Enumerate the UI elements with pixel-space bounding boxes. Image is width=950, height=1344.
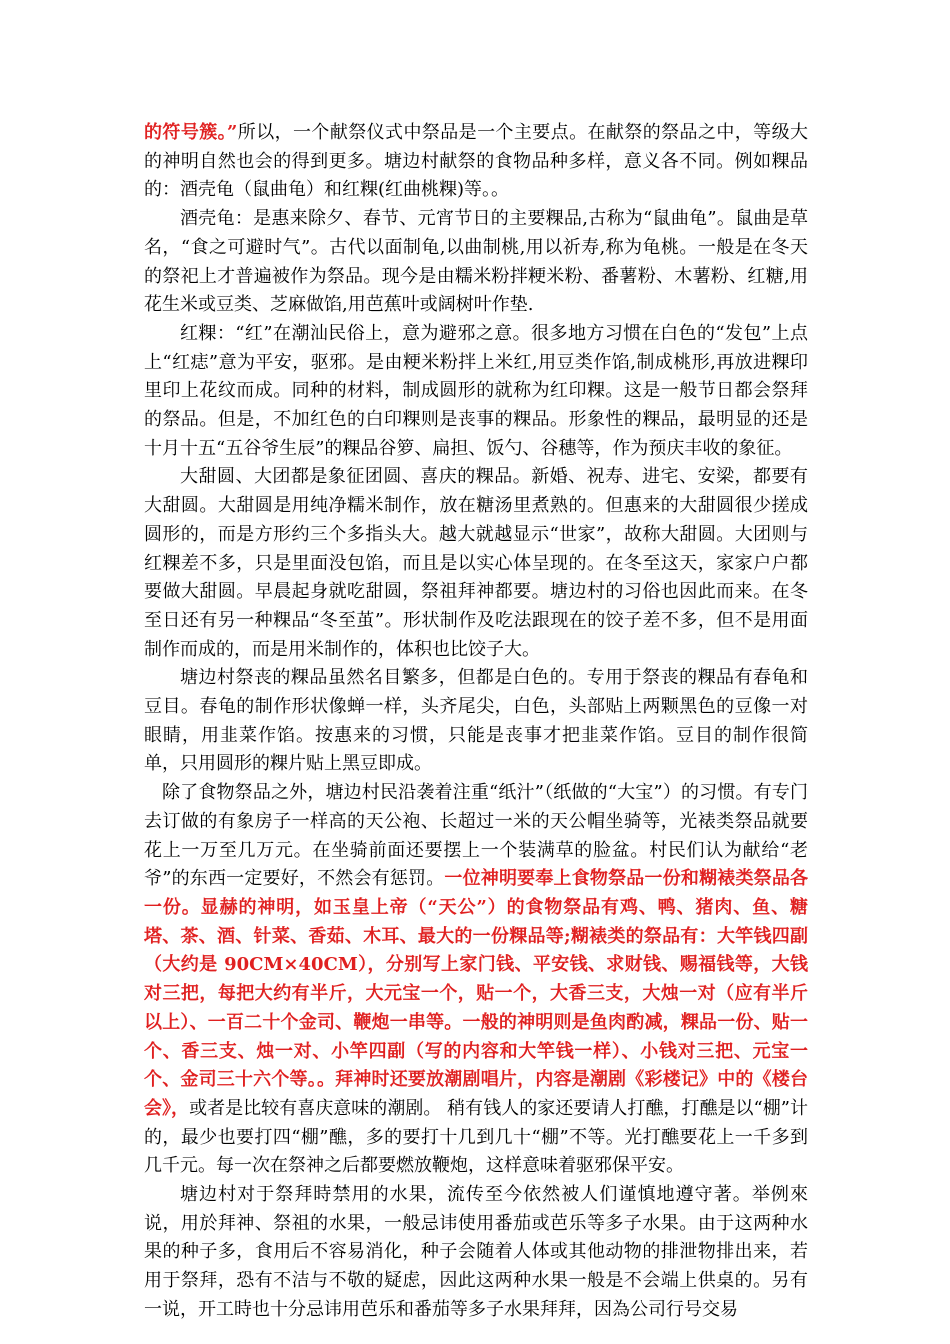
document-page (144, 119, 808, 1325)
body-text: 除了食物祭品之外，塘边村民沿袭着注重“纸汁”（纸做的“大宝”）的习惯。有专门去订做的有象房子一样高的天公袍、长超过一米的天公帽坐骑等，光裱类祭品就要花上一万至几万元。在坐骑前面还要摆上一个装满草的脸盆。村民们认为献给“老爷”的东西一定要好，不然会有惩罚。 (144, 782, 808, 890)
highlighted-text: 的符号簇。” (144, 122, 238, 143)
paragraph-zhizhi (144, 779, 808, 1181)
body-text: 酒壳龟：是惠来除夕、春节、元宵节日的主要粿品,古称为“鼠曲龟”。鼠曲是草名，“食之可避时气”。古代以面制龟,以曲制桃,用以祈寿,称为龟桃。一般是在冬天的祭祀上才普遍被作为祭品。现今是由糯米粉拌粳米粉、番薯粉、木薯粉、红糖,用花生米或豆类、芝麻做馅,用芭蕉叶或阔树叶作垫. (144, 208, 808, 316)
body-text: 所以，一个献祭仪式中祭品是一个主要点。在献祭的祭品之中，等级大的神明自然也会的得到更多。塘边村献祭的食物品种多样，意义各不同。例如粿品的：酒壳龟（鼠曲龟）和红粿(红曲桃粿)等。。 (144, 122, 808, 201)
paragraph-honggui (144, 320, 808, 464)
paragraph-datianyuan (144, 463, 808, 664)
body-text: 塘边村祭丧的粿品虽然名目繁多，但都是白色的。专用于祭丧的粿品有春龟和豆目。春龟的制作形状像蝉一样，头齐尾尖，白色，头部贴上两颗黑色的豆像一对眼睛，用韭菜作馅。按惠来的习惯，只能是丧事才把韭菜作馅。豆目的制作很简单，只用圆形的粿片贴上黑豆即成。 (144, 667, 808, 775)
body-text: 红粿：“红”在潮汕民俗上，意为避邪之意。很多地方习惯在白色的“发包”上点上“红痣”意为平安，驱邪。是由粳米粉拌上米红,用豆类作馅,制成桃形,再放进粿印里印上花纹而成。同种的材料，制成圆形的就称为红印粿。这是一般节日都会祭拜的祭品。但是，不加红色的白印粿则是丧事的粿品。形象性的粿品，最明显的还是十月十五“五谷爷生辰”的粿品谷箩、扁担、饭勺、谷穗等，作为预庆丰收的象征。 (144, 322, 808, 459)
paragraph-intro (144, 119, 808, 205)
paragraph-fruit-taboo (144, 1181, 808, 1325)
body-text: 塘边村对于祭拜時禁用的水果，流传至今依然被人们谨慎地遵守著。举例來说，用於拜神、祭祖的水果，一般忌讳使用番茄或芭乐等多子水果。由于这两种水果的种子多，食用后不容易消化，种子会随着人体或其他动物的排泄物排出来，若用于祭拜，恐有不洁与不敬的疑虑，因此这两种水果一般是不会端上供桌的。另有一说，开工時也十分忌讳用芭乐和番茄等多子水果拜拜，因為公司行号交易 (144, 1184, 808, 1320)
body-text: 或者是比较有喜庆意味的潮剧。 稍有钱人的家还要请人打醮，打醮是以“棚”计的，最少也要打四“棚”醮，多的要打十几到几十“棚”不等。光打醮要花上一千多到几千元。每一次在祭神之后都要燃放鞭炮，这样意味着驱邪保平安。 (144, 1097, 809, 1177)
paragraph-jisang (144, 664, 808, 779)
body-text: 大甜圆、大团都是象征团圆、喜庆的粿品。新婚、祝寿、进宅、安梁，都要有大甜圆。大甜圆是用纯净糯米制作，放在糖汤里煮熟的。但惠来的大甜圆很少搓成圆形的，而是方形约三个多指头大。越大就越显示“世家”，故称大甜圆。大团则与红粿差不多，只是里面没包馅，而且是以实心体呈现的。在冬至这天，家家户户都要做大甜圆。早晨起身就吃甜圆，祭祖拜神都要。塘边村的习俗也因此而来。在冬至日还有另一种粿品“冬至茧”。形状制作及吃法跟现在的饺子差不多，但不是用面制作而成的，而是用米制作的，体积也比饺子大。 (144, 466, 808, 660)
highlighted-text: 一位神明要奉上食物祭品一份和糊裱类祭品各一份。显赫的神明，如玉皇上帝（“天公”）的食物祭品有鸡、鸭、猪肉、鱼、糖塔、茶、酒、针菜、香茹、木耳、最大的一份粿品等;糊裱类的祭品有：大竿钱四副（大约是 90CM×40CM），分别写上家门钱、平安钱、求财钱、赐福钱等，大钱对三把，每把大约有半斤，大元宝一个，贴一个，大香三支，大烛一对（应有半斤以上）、一百二十个金司、鞭炮一串等。一般的神明则是鱼肉酌减，粿品一份、贴一个、香三支、烛一对、小竿四副（写的内容和大竿钱一样）、小钱对三把、元宝一个、金司三十六个等。。拜神时还要放潮剧唱片，内容是潮剧《彩楼记》中的《楼台会》， (144, 868, 809, 1119)
paragraph-jiukegui (144, 205, 808, 320)
